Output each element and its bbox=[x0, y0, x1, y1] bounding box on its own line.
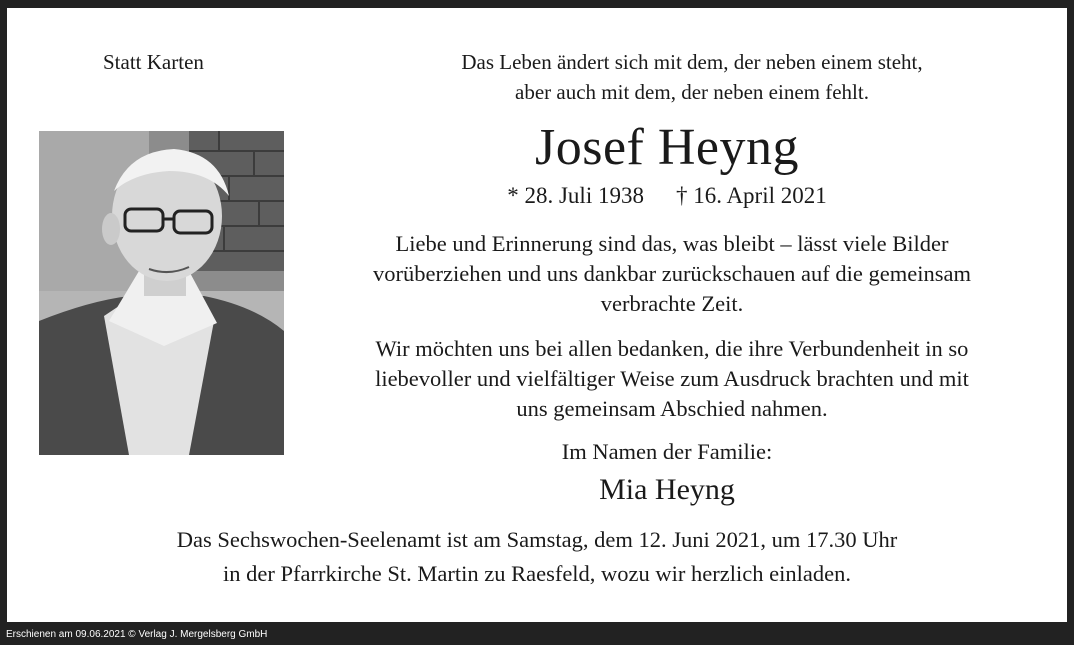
portrait-photo bbox=[39, 131, 284, 455]
signer-name: Mia Heyng bbox=[599, 473, 735, 506]
motto-line-2: aber auch mit dem, der neben einem fehlt. bbox=[515, 80, 869, 104]
thanks-line-2: liebevoller und vielfältiger Weise zum Ausdruck brachten und mit bbox=[375, 366, 969, 391]
service-notice-line-2: in der Pfarrkirche St. Martin zu Raesfeld, wozu wir herzlich einladen. bbox=[223, 561, 851, 586]
remembrance-line-1: Liebe und Erinnerung sind das, was bleibt – lässt viele Bilder bbox=[395, 231, 949, 256]
thanks-line-1: Wir möchten uns bei allen bedanken, die ihre Verbundenheit in so bbox=[375, 336, 969, 361]
birth-date: * 28. Juli 1938 bbox=[507, 183, 644, 208]
death-date: † 16. April 2021 bbox=[675, 183, 827, 208]
service-notice-line-1: Das Sechswochen-Seelenamt ist am Samstag, dem 12. Juni 2021, um 17.30 Uhr bbox=[176, 527, 898, 552]
remembrance-line-2: vorüberziehen und uns dankbar zurückschauen auf die gemeinsam bbox=[373, 261, 971, 286]
life-dates bbox=[317, 183, 1017, 209]
motto-line-1: Das Leben ändert sich mit dem, der neben einem steht, bbox=[461, 50, 923, 74]
thanks-paragraph bbox=[312, 334, 1032, 424]
obituary-card bbox=[7, 8, 1067, 622]
family-intro: Im Namen der Familie: bbox=[561, 439, 773, 464]
deceased-name: Josef Heyng bbox=[534, 119, 799, 176]
remembrance-line-3: verbrachte Zeit. bbox=[600, 291, 744, 316]
publication-credit: Erschienen am 09.06.2021 © Verlag J. Mergelsberg GmbH bbox=[6, 629, 268, 640]
portrait-illustration bbox=[39, 131, 284, 455]
statt-karten-label: Statt Karten bbox=[103, 50, 204, 74]
thanks-line-3: uns gemeinsam Abschied nahmen. bbox=[516, 396, 828, 421]
remembrance-paragraph bbox=[312, 229, 1032, 319]
